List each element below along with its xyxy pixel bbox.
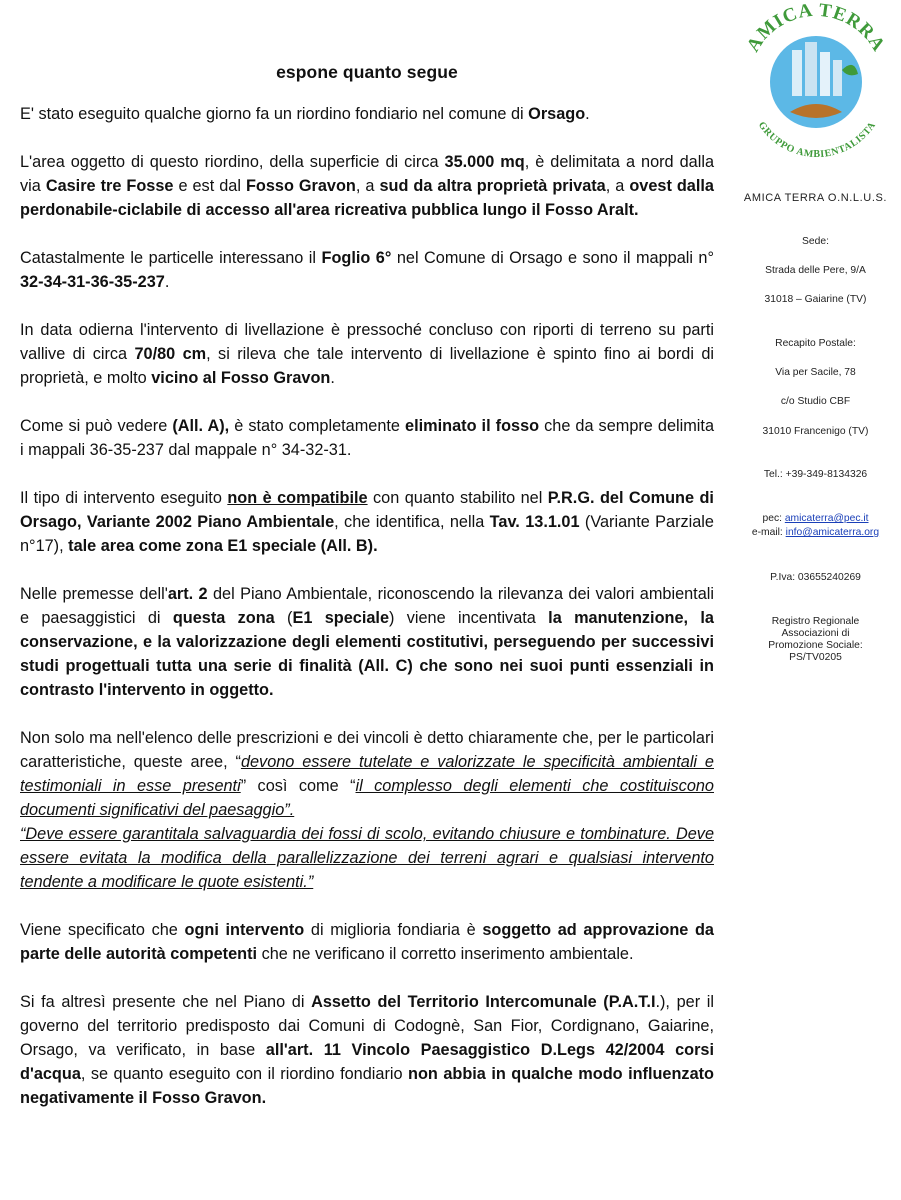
- email-line: e-mail: info@amicaterra.org: [751, 527, 880, 538]
- telephone: Tel.: +39-349-8134326: [763, 469, 868, 480]
- paragraph-approvazione: Viene specificato che ogni intervento di miglioria fondiaria è soggetto ad approvazione da parte delle autorità competenti che ne verificano il corretto inserimento ambientale.: [20, 921, 714, 963]
- logo-building: [805, 42, 817, 96]
- paragraph-livellazione: In data odierna l'intervento di livellazione è pressoché concluso con riporti di terreno su parti vallive di circa 70/80 cm, si rileva che tale intervento di livellazione è spinto fino ai bordi di proprietà, e molto vicino al Fosso Gravon.: [20, 321, 714, 387]
- paragraph-art2: Nelle premesse dell'art. 2 del Piano Ambientale, riconoscendo la rilevanza dei valori ambientali e paesaggistici di questa zona (E1 speciale) viene incentivata la manutenzione, la conservazione, e la valorizzazione degli elementi costitutivi, perseguendo per successivi studi progettuali tutta una serie di finalità (All. C) che sono nei suoi punti essenziali in contrasto l'intervento in oggetto.: [20, 585, 714, 699]
- letter-body: [20, 60, 714, 1134]
- registry-line: Registro Regionale: [771, 616, 860, 627]
- logo-building: [792, 50, 802, 96]
- registry-info: [730, 616, 901, 664]
- paragraph-riordino: E' stato eseguito qualche giorno fa un riordino fondiario nel comune di Orsago.: [20, 105, 590, 123]
- postal-address: Via per Sacile, 78: [775, 367, 856, 378]
- paragraph-prescrizioni: Non solo ma nell'elenco delle prescrizioni e dei vincoli è detto chiaramente che, per le particolari caratteristiche, queste aree, “devono essere tutelate e valorizzate le specificità ambientali e testimoniali in esse presenti” così come “il complesso degli elementi che costituiscono documenti significativi del paesaggio”.: [20, 729, 714, 819]
- postal-label: Recapito Postale:: [775, 338, 856, 349]
- pec-link[interactable]: amicaterra@pec.it: [784, 513, 869, 524]
- postal-city: 31010 Francenigo (TV): [762, 426, 869, 437]
- registry-line: Associazioni di: [781, 628, 850, 639]
- vat-number: P.Iva: 03655240269: [770, 572, 861, 583]
- paragraph-quote: “Deve essere garantitala salvaguardia dei fossi di scolo, evitando chiusure e tombinature. Deve essere evitata la modifica della parallelizzazione dei terreni agrari e qualsiasi intervento tendente a modificare le quote esistenti.”: [20, 825, 714, 891]
- paragraph-fosso: Come si può vedere (All. A), è stato completamente eliminato il fosso che da sempre delimita i mappali 36-35-237 dal mappale n° 34-32-31.: [20, 417, 714, 459]
- sede-city: 31018 – Gaiarine (TV): [764, 294, 867, 305]
- org-name: AMICA TERRA O.N.L.U.S.: [743, 192, 888, 204]
- email-link[interactable]: info@amicaterra.org: [785, 527, 880, 538]
- registry-line: PS/TV0205: [789, 652, 842, 663]
- registry-line: Promozione Sociale:: [768, 640, 863, 651]
- paragraph-area: L'area oggetto di questo riordino, della superficie di circa 35.000 mq, è delimitata a nord dalla via Casire tre Fosse e est dal Fosso Gravon, a sud da altra proprietà privata, a ovest dalla perdonabile-ciclabile di accesso all'area ricreativa pubblica lungo il Fosso Aralt.: [20, 153, 714, 219]
- logo-title: AMICA TERRA: [742, 0, 890, 56]
- sede-label: Sede:: [802, 236, 829, 247]
- section-heading: espone quanto segue: [276, 62, 458, 82]
- logo-subtitle: GRUPPO AMBIENTALISTA: [755, 119, 879, 160]
- paragraph-pati: Si fa altresì presente che nel Piano di Assetto del Territorio Intercomunale (P.A.T.I.), per il governo del territorio predisposto dai Comuni di Codognè, San Fior, Cordignano, Gaiarine, Orsago, va verificato, in base all'art. 11 Vincolo Paesaggistico D.Legs 42/2004 corsi d'acqua, se quanto eseguito con il riordino fondiario non abbia in qualche modo influenzato negativamente il Fosso Gravon.: [20, 993, 714, 1107]
- logo-building: [833, 60, 842, 96]
- postal-co: c/o Studio CBF: [780, 396, 851, 407]
- pec-line: pec: amicaterra@pec.it: [762, 513, 869, 524]
- paragraph-prg: Il tipo di intervento eseguito non è compatibile con quanto stabilito nel P.R.G. del Comune di Orsago, Variante 2002 Piano Ambientale, che identifica, nella Tav. 13.1.01 (Variante Parziale n°17), tale area come zona E1 speciale (All. B).: [20, 489, 714, 555]
- paragraph-catasto: Catastalmente le particelle interessano il Foglio 6° nel Comune di Orsago e sono il mappali n° 32-34-31-36-35-237.: [20, 249, 715, 291]
- amica-terra-logo: [730, 0, 901, 160]
- logo-building: [820, 52, 830, 96]
- sede-address: Strada delle Pere, 9/A: [765, 265, 866, 276]
